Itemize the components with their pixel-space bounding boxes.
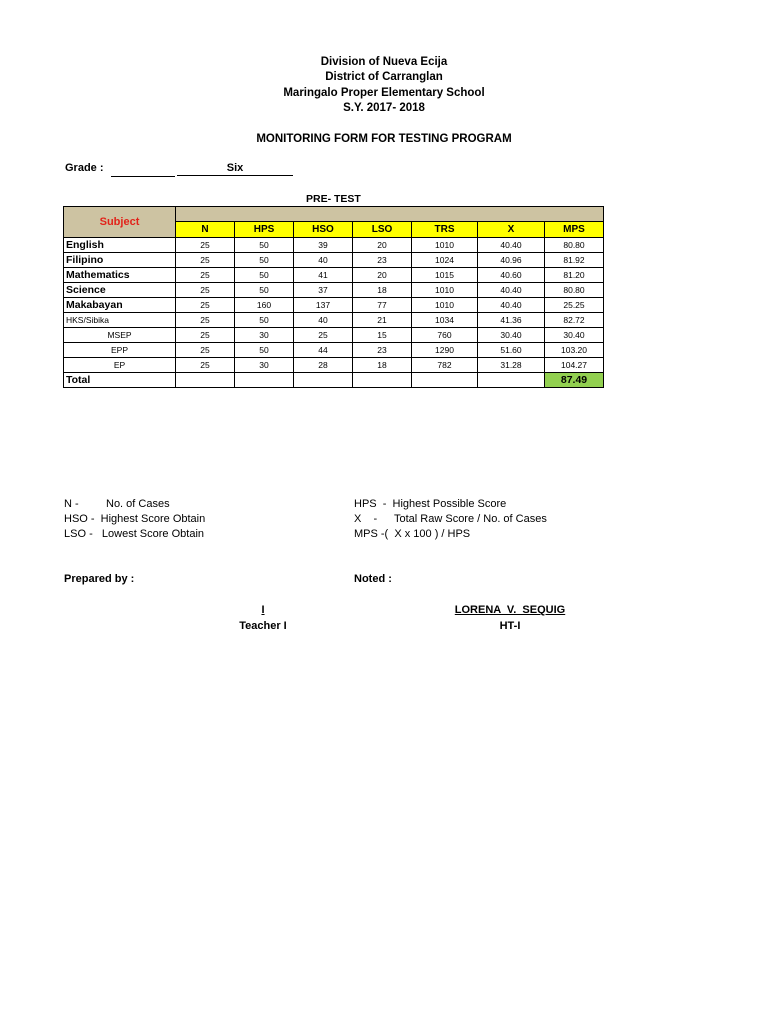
col-header-mps: MPS <box>545 222 604 238</box>
table-row <box>64 358 604 373</box>
subject-cell: Makabayan <box>64 298 176 313</box>
school-name: Maringalo Proper Elementary School <box>283 87 485 99</box>
cell-hps: 50 <box>235 238 294 253</box>
subject-cell: Science <box>64 283 176 298</box>
cell-lso: 18 <box>353 283 412 298</box>
total-cell-hso <box>294 373 353 388</box>
cell-hps: 160 <box>235 298 294 313</box>
subject-cell: Filipino <box>64 253 176 268</box>
cell-x: 40.60 <box>478 268 545 283</box>
cell-hso: 137 <box>294 298 353 313</box>
cell-hps: 50 <box>235 313 294 328</box>
col-header-x: X <box>478 222 545 238</box>
cell-trs: 1290 <box>412 343 478 358</box>
cell-x: 40.96 <box>478 253 545 268</box>
legend-n-desc: No. of Cases <box>106 498 170 510</box>
cell-mps: 81.92 <box>545 253 604 268</box>
cell-x: 30.40 <box>478 328 545 343</box>
cell-lso: 20 <box>353 238 412 253</box>
form-title: MONITORING FORM FOR TESTING PROGRAM <box>256 133 512 145</box>
col-header-hso: HSO <box>294 222 353 238</box>
cell-hso: 25 <box>294 328 353 343</box>
cell-mps: 103.20 <box>545 343 604 358</box>
cell-trs: 760 <box>412 328 478 343</box>
cell-n: 25 <box>176 253 235 268</box>
cell-lso: 15 <box>353 328 412 343</box>
legend-mps: MPS -( X x 100 ) / HPS <box>354 528 471 540</box>
cell-lso: 20 <box>353 268 412 283</box>
cell-mps: 80.80 <box>545 238 604 253</box>
cell-mps: 80.80 <box>545 283 604 298</box>
cell-lso: 23 <box>353 253 412 268</box>
legend-hso: HSO - Highest Score Obtain <box>64 513 206 525</box>
total-cell-hps <box>235 373 294 388</box>
cell-hso: 44 <box>294 343 353 358</box>
cell-hso: 40 <box>294 253 353 268</box>
cell-n: 25 <box>176 343 235 358</box>
noter-name: LORENA V. SEQUIG <box>454 604 566 616</box>
grade-blank-line <box>111 163 175 177</box>
cell-trs: 1010 <box>412 283 478 298</box>
cell-trs: 782 <box>412 358 478 373</box>
cell-n: 25 <box>176 358 235 373</box>
noted-label: Noted : <box>354 573 392 585</box>
table-row <box>64 298 604 313</box>
table-row <box>64 238 604 253</box>
cell-mps: 30.40 <box>545 328 604 343</box>
preparer-name: I <box>261 604 265 616</box>
legend-n-abbr: N - <box>64 498 79 510</box>
cell-trs: 1010 <box>412 298 478 313</box>
table-row <box>64 328 604 343</box>
subject-header: Subject <box>64 207 176 238</box>
legend-x-abbr: X - <box>354 513 378 525</box>
cell-hso: 39 <box>294 238 353 253</box>
cell-x: 40.40 <box>478 238 545 253</box>
division-line: Division of Nueva Ecija <box>320 56 448 68</box>
subject-cell: EPP <box>64 343 176 358</box>
total-cell-x <box>478 373 545 388</box>
cell-x: 41.36 <box>478 313 545 328</box>
col-header-trs: TRS <box>412 222 478 238</box>
subject-cell: English <box>64 238 176 253</box>
cell-n: 25 <box>176 298 235 313</box>
legend-lso: LSO - Lowest Score Obtain <box>64 528 205 540</box>
col-header-n: N <box>176 222 235 238</box>
cell-hso: 40 <box>294 313 353 328</box>
cell-trs: 1015 <box>412 268 478 283</box>
col-header-hps: HPS <box>235 222 294 238</box>
cell-n: 25 <box>176 238 235 253</box>
table-row <box>64 253 604 268</box>
cell-n: 25 <box>176 268 235 283</box>
cell-mps: 81.20 <box>545 268 604 283</box>
school-year: S.Y. 2017- 2018 <box>343 102 425 114</box>
cell-mps: 25.25 <box>545 298 604 313</box>
cell-hps: 50 <box>235 268 294 283</box>
subject-cell: EP <box>64 358 176 373</box>
test-title: PRE- TEST <box>306 193 361 205</box>
cell-mps: 82.72 <box>545 313 604 328</box>
cell-lso: 21 <box>353 313 412 328</box>
subject-cell: Mathematics <box>64 268 176 283</box>
grade-label: Grade : <box>65 162 104 174</box>
table-row <box>64 313 604 328</box>
score-table <box>63 206 604 388</box>
subject-cell: MSEP <box>64 328 176 343</box>
cell-n: 25 <box>176 283 235 298</box>
cell-x: 31.28 <box>478 358 545 373</box>
total-label: Total <box>64 373 176 388</box>
total-row <box>64 373 604 388</box>
cell-mps: 104.27 <box>545 358 604 373</box>
table-row <box>64 343 604 358</box>
noter-title: HT-I <box>499 620 521 632</box>
legend-x-desc: Total Raw Score / No. of Cases <box>394 513 547 525</box>
cell-lso: 23 <box>353 343 412 358</box>
table-row <box>64 283 604 298</box>
grade-value: Six <box>177 162 293 176</box>
cell-n: 25 <box>176 328 235 343</box>
cell-hso: 28 <box>294 358 353 373</box>
cell-x: 40.40 <box>478 298 545 313</box>
table-row <box>64 268 604 283</box>
preparer-title: Teacher I <box>239 620 287 632</box>
total-cell-trs <box>412 373 478 388</box>
cell-hps: 30 <box>235 358 294 373</box>
cell-hps: 30 <box>235 328 294 343</box>
cell-lso: 18 <box>353 358 412 373</box>
col-header-lso: LSO <box>353 222 412 238</box>
cell-x: 40.40 <box>478 283 545 298</box>
cell-hso: 37 <box>294 283 353 298</box>
cell-hso: 41 <box>294 268 353 283</box>
cell-x: 51.60 <box>478 343 545 358</box>
total-mps: 87.49 <box>545 373 604 388</box>
cell-n: 25 <box>176 313 235 328</box>
total-cell-lso <box>353 373 412 388</box>
cell-trs: 1024 <box>412 253 478 268</box>
prepared-by-label: Prepared by : <box>64 573 135 585</box>
subject-cell: HKS/Sibika <box>64 313 176 328</box>
cell-trs: 1034 <box>412 313 478 328</box>
cell-hps: 50 <box>235 343 294 358</box>
cell-hps: 50 <box>235 283 294 298</box>
header-band <box>176 207 604 222</box>
cell-lso: 77 <box>353 298 412 313</box>
total-cell-n <box>176 373 235 388</box>
cell-trs: 1010 <box>412 238 478 253</box>
cell-hps: 50 <box>235 253 294 268</box>
legend-hps: HPS - Highest Possible Score <box>354 498 507 510</box>
district-line: District of Carranglan <box>325 71 443 83</box>
